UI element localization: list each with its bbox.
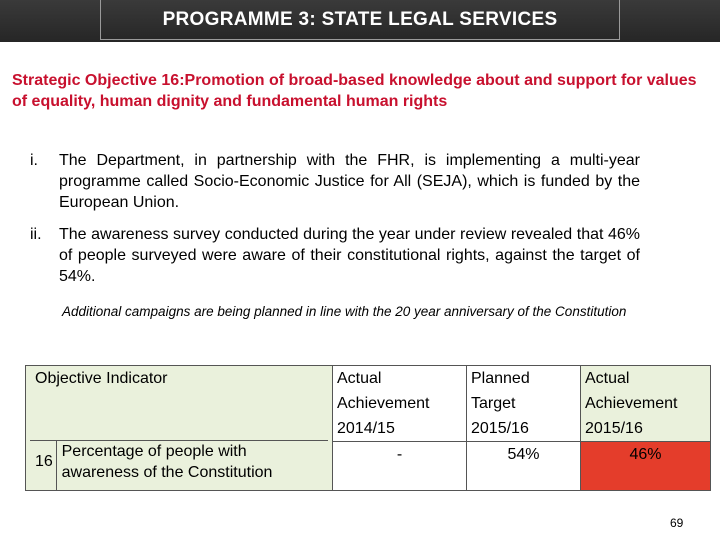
point-text: The Department, in partnership with the FHR, is implementing a multi-year programme called Socio-Economic Justice for All (SEJA), which is funded by the European Union. <box>59 152 640 211</box>
actual-curr-value: 46% <box>581 442 711 491</box>
objective-text: Promotion of broad-based knowledge about and support for values of equality, human dignity and fundamental human rights <box>12 72 697 110</box>
list-item <box>30 224 640 287</box>
planned-value: 54% <box>467 442 581 491</box>
title-bar <box>0 0 720 42</box>
campaign-note: Additional campaigns are being planned in line with the 20 year anniversary of the Constitution <box>62 304 627 319</box>
planned-header: Planned Target 2015/16 <box>467 366 581 442</box>
indicator-header: Objective Indicator <box>35 370 168 387</box>
strategic-objective <box>12 70 712 112</box>
page-number: 69 <box>670 516 684 530</box>
indicator-cell <box>26 366 333 491</box>
actual-prev-value: - <box>333 442 467 491</box>
point-number: i. <box>30 152 38 169</box>
indicator-number: 16 <box>35 453 53 470</box>
table-row <box>30 440 328 490</box>
actual-curr-header: Actual Achievement 2015/16 <box>581 366 711 442</box>
objective-label: Strategic Objective 16: <box>12 72 185 89</box>
list-item <box>30 150 640 213</box>
indicator-table <box>25 365 711 491</box>
page-title: PROGRAMME 3: STATE LEGAL SERVICES <box>100 0 620 40</box>
indicator-description: Percentage of people with awareness of the Constitution <box>56 441 328 490</box>
point-number: ii. <box>30 226 42 243</box>
point-text: The awareness survey conducted during the year under review revealed that 46% of people surveyed were aware of their constitutional rights, against the target of 54%. <box>59 226 640 285</box>
actual-prev-header: Actual Achievement 2014/15 <box>333 366 467 442</box>
points-list <box>30 150 640 298</box>
